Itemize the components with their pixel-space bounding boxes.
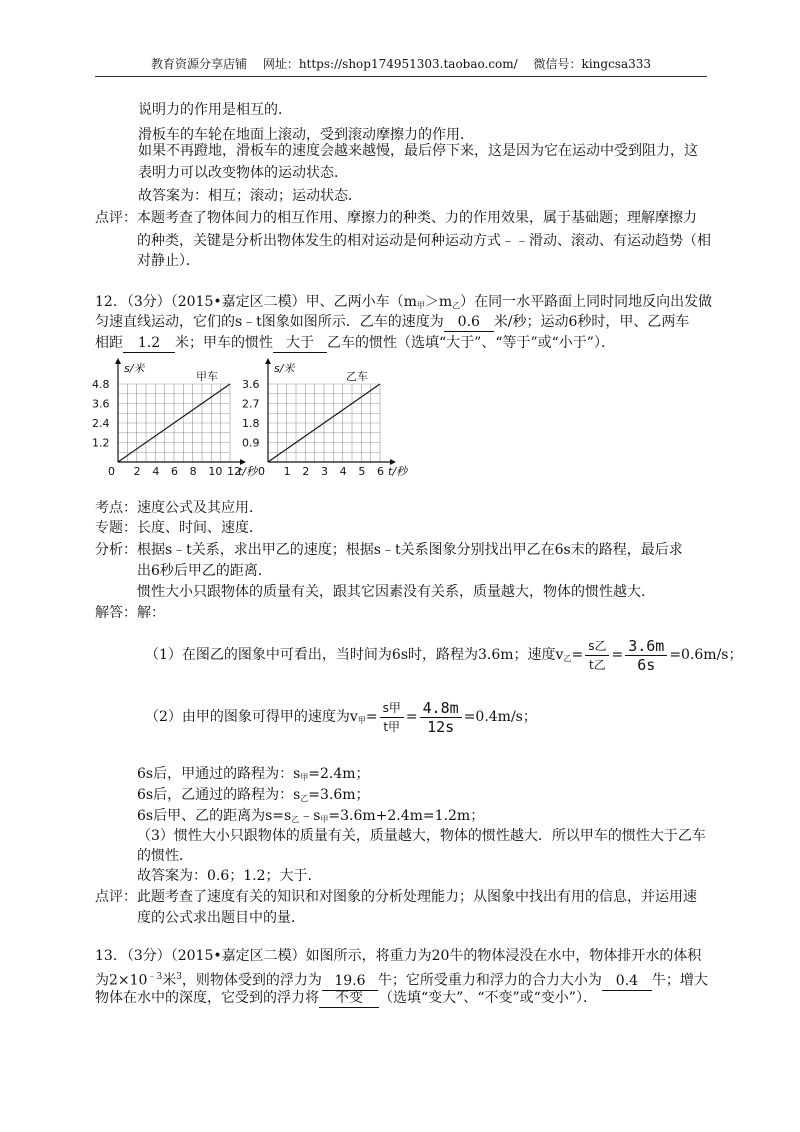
chart-jia-x-label: t/秒 [238,465,258,478]
q12-stem-text: ＞m [424,294,453,310]
q12-stem-text: 匀速直线运动，它们的s﹣t图象如图所示．乙车的速度为 [95,314,444,330]
q12-comment-2: 度的公式求出题目中的量． [137,910,305,926]
step-text: ﹣s [299,808,321,824]
q12-step-4: （3）惯性大小只跟物体的质量有关，质量越大，物体的惯性越大．所以甲车的惯性大于乙车 [137,828,706,844]
q12-fenxi-2: 出6秒后甲乙的距离． [137,563,272,579]
fraction-denominator: t乙 [588,657,606,672]
shop-url[interactable]: 网址：https://shop174951303.taobao.com/ [262,57,518,71]
q12-stem-line-2 [95,312,689,332]
chart-yi-x-tick-label: 5 [358,465,366,478]
chart-yi-y-tick-label: 0.9 [242,436,260,450]
q12-zhuanti: 专题：长度、时间、速度． [95,520,263,536]
q13-blank-1: 19.6 [322,973,378,991]
chart-jia-y-arrow [115,358,121,364]
q13-text: 牛；它所受重力和浮力的合力大小为 [377,972,602,989]
q12-stem-text: 米/秒；运动6秒时，甲、乙两车 [493,314,690,330]
chart-yi-x-tick-label: 6 [377,465,384,478]
chart-yi-x-tick-label: 1 [283,465,291,478]
q12-solution-1: （1）在图乙的图象中可看出，当时间为6s时，路程为3.6m；速度$v_乙=$ $\frac{\text{s乙}}{\text{t乙}}$ = $\frac{3.6m}{6s}$ =0.6m/s； [145,636,743,674]
chart-yi-y-arrow [265,358,271,364]
chart-yi-title: 乙车 [346,370,368,383]
chart-jia-x-tick-label: 2 [133,465,141,478]
chart-jia-x-tick-label: 6 [171,465,178,478]
q13-text: 牛；增大 [651,972,708,989]
q12-comment-1: 此题考查了速度有关的知识和对图象的分析处理能力；从图象中找出有用的信息，并运用速 [137,889,697,905]
fraction [380,699,404,736]
fraction-numerator: s乙 [585,637,609,656]
solution-text: =0.6m/s； [669,647,743,663]
q13-line-3 [95,988,597,1008]
q13-text: 为2×10 [95,972,148,989]
chart-jia-x-tick-label: 0 [108,465,115,478]
q12-kaodian: 考点：速度公式及其应用． [95,500,263,516]
q12-stem-text: 乙车的惯性（选填“大于”、“等于”或“小于”）． [327,335,615,351]
q12-answer: 故答案为：0.6；1.2；大于． [137,868,322,884]
superscript: ﹣3 [147,972,163,982]
chart-yi-y-tick-label: 2.7 [242,397,260,411]
q12-solution-2: （2）由甲的图象可得甲的速度为$v_甲=$ $\frac{\text{s甲}}{\text{t甲}}$ = $\frac{4.8m}{12s}$ =0.4m/s； [145,698,537,736]
q12-stem-text: 米；甲车的惯性 [175,335,273,351]
step-text: =3.6m+2.4m=1.2m； [328,808,485,824]
chart-jia-x-tick-label: 8 [189,465,197,478]
q12-blank-1: 0.6 [444,314,494,332]
q12-stem-text: ）在同一水平路面上同时同地反向出发做 [460,294,713,310]
step-text: 6s后，乙通过的路程为：s [137,787,301,803]
chart-jia-title: 甲车 [196,370,218,383]
q13-blank-3: 不变 [319,990,379,1008]
chart-jia-x-tick-label: 4 [152,465,160,478]
subscript: 乙 [291,815,300,824]
chart-yi-y-tick-label: 1.8 [242,417,260,430]
chart-jia-y-tick-label: 1.2 [92,436,110,450]
solution-text: （2）由甲的图象可得甲的速度为v [145,709,358,725]
header-divider [95,76,707,77]
chart-jia-y-tick-label: 2.4 [92,417,110,430]
fraction [585,637,609,674]
fraction-numerator: s甲 [380,699,404,718]
q13-line-1: 13．（3分）（2015•嘉定区二模）如图所示，将重力为20牛的物体浸没在水中，物体排开水的体积 [95,948,702,964]
q11-line-4: 表明力可以改变物体的运动状态． [138,165,348,181]
q13-text: 物体在水中的深度，它受到的浮力将 [95,990,319,1006]
shop-name: 教育资源分享店铺 [150,57,247,71]
chart-jia-x-tick-label: 12 [227,465,241,478]
wechat-id: 微信号：kingcsa333 [533,57,652,71]
chart-yi-x-tick-label: 4 [339,465,347,478]
superscript: 3 [176,972,182,982]
q13-text: （选填“变大”、“不变”或“变小”）． [379,990,597,1006]
chart-jia-y-tick-label: 3.6 [92,397,110,411]
fraction [420,699,462,736]
page-header [95,56,707,72]
fraction [625,637,667,674]
st-graphs [90,352,410,480]
subscript: 乙 [300,794,309,803]
subscript: 甲 [320,815,329,824]
step-text: 6s后甲、乙的距离为s=s [137,808,292,824]
q11-line-2: 滑板车的车轮在地面上滚动，受到滚动摩擦力的作用． [138,127,474,143]
q12-fenxi-1: 分析：根据s﹣t关系，求出甲乙的速度；根据s﹣t关系图象分别找出甲乙在6s末的路程，最后求 [95,542,683,558]
q13-text: ，则物体受到的浮力为 [181,972,322,989]
solution-text: =0.4m/s； [463,709,537,725]
step-text: 6s后，甲通过的路程为：s [137,766,301,782]
subscript: 甲 [357,716,366,725]
chart-yi-x-tick-label: 2 [302,465,310,478]
q13-text: 米 [162,972,177,989]
fraction-denominator: 6s [637,655,656,674]
chart-yi-y-tick-label: 3.6 [242,378,260,391]
chart-jia-x-tick-label: 10 [208,465,223,478]
chart-yi-y-label: s/米 [274,362,295,375]
fraction-denominator: 12s [427,717,455,736]
chart-jia-y-label: s/米 [124,362,145,375]
subscript: 乙 [452,301,461,310]
chart-jia-y-tick-label: 4.8 [92,378,110,391]
subscript: 甲 [416,301,425,310]
subscript: 甲 [300,773,309,782]
q11-comment-label: 点评： [95,210,137,226]
subscript: 乙 [563,654,572,663]
q11-comment-1: 本题考查了物体间力的相互作用、摩擦力的种类、力的作用效果，属于基础题；理解摩擦力 [137,210,697,226]
fraction-numerator: 4.8m [420,699,462,718]
q12-blank-2: 1.2 [123,335,175,353]
chart-yi-x-tick-label: 3 [321,465,328,478]
fraction-denominator: t甲 [383,719,401,734]
q11-comment-3: 对静止）． [137,253,200,269]
q12-comment-label: 点评： [95,889,137,905]
step-text: =3.6m； [308,787,370,803]
q12-stem-text: 12．（3分）（2015•嘉定区二模）甲、乙两小车（m [95,294,417,310]
q12-fenxi-3: 惯性大小只跟物体的质量有关，跟其它因素没有关系，质量越大，物体的惯性越大． [137,584,655,600]
chart-yi-x-tick-label: 0 [258,465,265,478]
q12-jieda: 解答：解： [95,605,165,621]
q12-stem-line-3 [95,333,615,353]
q11-answer: 故答案为：相互；滚动；运动状态． [138,188,362,204]
q12-step-5: 的惯性． [137,848,193,864]
q11-line-3: 如果不再蹬地，滑板车的速度会越来越慢，最后停下来，这是因为它在运动中受到阻力，这 [138,143,698,159]
step-text: =2.4m； [308,766,370,782]
q11-line-1: 说明力的作用是相互的． [138,102,292,118]
q12-stem-text: 相距 [95,335,123,351]
q12-blank-3: 大于 [273,335,327,353]
q11-comment-2: 的种类，关键是分析出物体发生的相对运动是何种运动方式﹣﹣滑动、滚动、有运动趋势（相 [137,233,711,249]
q13-blank-2: 0.4 [602,973,652,991]
fraction-numerator: 3.6m [625,637,667,656]
chart-yi-x-label: t/秒 [388,465,408,478]
solution-text: （1）在图乙的图象中可看出，当时间为6s时，路程为3.6m；速度v [145,647,564,663]
